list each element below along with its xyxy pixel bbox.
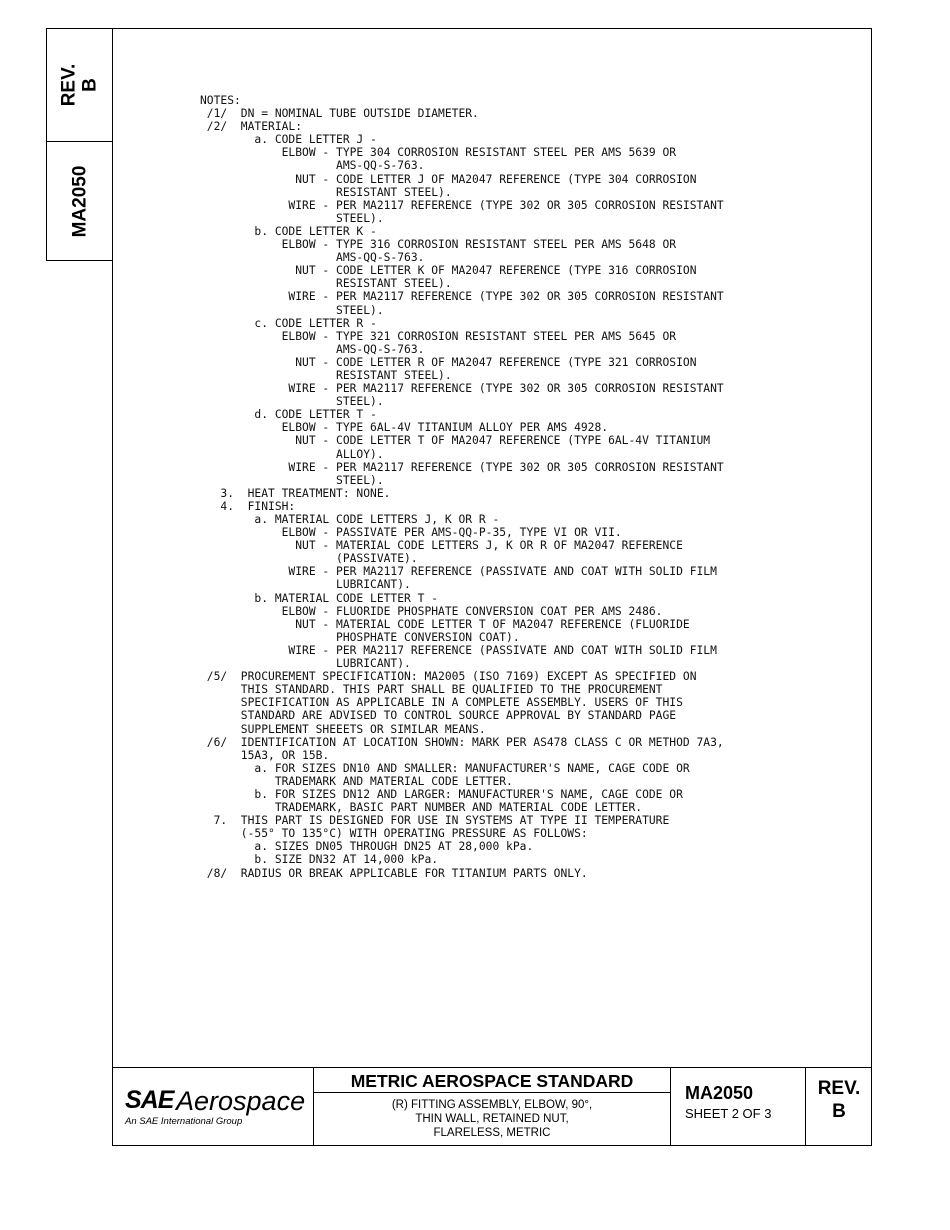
doc-number: MA2050 — [685, 1083, 754, 1103]
logo-subtitle: An SAE International Group — [125, 1116, 243, 1127]
sae-logo: SAE — [125, 1086, 174, 1114]
side-doc-number-box — [46, 141, 113, 261]
part-description: (R) FITTING ASSEMBLY, ELBOW, 90°, THIN WALL, RETAINED NUT, FLARELESS, METRIC — [391, 1099, 593, 1139]
title-block-number — [671, 1067, 806, 1146]
title-block-logo — [112, 1067, 314, 1146]
sheet-number: SHEET 2 OF 3 — [685, 1106, 772, 1121]
side-doc-number: MA2050 — [69, 165, 91, 237]
aerospace-wordmark: Aerospace — [176, 1086, 306, 1116]
title-block-rev — [806, 1067, 872, 1146]
rev-label: REV. — [817, 1078, 861, 1099]
side-rev-label: REV. — [58, 63, 80, 107]
side-rev-value: B — [79, 78, 101, 92]
rev-value: B — [832, 1101, 846, 1122]
notes-body: NOTES: /1/ DN = NOMINAL TUBE OUTSIDE DIAMETER. /2/ MATERIAL: a. CODE LETTER J - ELBOW - TYPE 304 CORROSION RESISTANT STEEL PER AMS 5639 OR AMS-QQ-S-763. NUT - CODE LETTER J OF MA2047 REFERENCE (TYPE 304 CORROSION RESISTANT STEEL). WIRE - PER MA2117 REFERENCE (TYPE 302 OR 305 CORROSION RESISTANT STEEL). b. CODE LETTER K - ELBOW - TYPE 316 CORROSION RESISTANT STEEL PER AMS 5648 OR AMS-QQ-S-763. NUT - CODE LETTER K OF MA2047 REFERENCE (TYPE 316 CORROSION RESISTANT STEEL). WIRE - PER MA2117 REFERENCE (TYPE 302 OR 305 CORROSION RESISTANT STEEL). c. CODE LETTER R - ELBOW - TYPE 321 CORROSION RESISTANT STEEL PER AMS 5645 OR AMS-QQ-S-763. NUT - CODE LETTER R OF MA2047 REFERENCE (TYPE 321 CORROSION RESISTANT STEEL). WIRE - PER MA2117 REFERENCE (TYPE 302 OR 305 CORROSION RESISTANT STEEL). d. CODE LETTER T - ELBOW - TYPE 6AL-4V TITANIUM ALLOY PER AMS 4928. NUT - CODE LETTER T OF MA2047 REFERENCE (TYPE 6AL-4V TITANIUM ALLOY). WIRE - PER MA2117 REFERENCE (TYPE 302 OR 305 CORROSION RESISTANT STEEL). 3. HEAT TREATMENT: NONE. 4. FINISH: a. MATERIAL CODE LETTERS J, K OR R - ELBOW - PASSIVATE PER AMS-QQ-P-35, TYPE VI OR VII. NUT - MATERIAL CODE LETTERS J, K OR R OF MA2047 REFERENCE (PASSIVATE). WIRE - PER MA2117 REFERENCE (PASSIVATE AND COAT WITH SOLID FILM LUBRICANT). b. MATERIAL CODE LETTER T - ELBOW - FLUORIDE PHOSPHATE CONVERSION COAT PER AMS 2486. NUT - MATERIAL CODE LETTER T OF MA2047 REFERENCE (FLUORIDE PHOSPHATE CONVERSION COAT). WIRE - PER MA2117 REFERENCE (PASSIVATE AND COAT WITH SOLID FILM LUBRICANT). /5/ PROCUREMENT SPECIFICATION: MA2005 (ISO 7169) EXCEPT AS SPECIFIED ON THIS STANDARD. THIS PART SHALL BE QUALIFIED TO THE PROCUREMENT SPECIFICATION AS APPLICABLE IN A COMPLETE ASSEMBLY. USERS OF THIS STANDARD ARE ADVISED TO CONTROL SOURCE APPROVAL BY STANDARD PAGE SUPPLEMENT SHEEETS OR SIMILAR MEANS. /6/ IDENTIFICATION AT LOCATION SHOWN: MARK PER AS478 CLASS C OR METHOD 7A3, 15A3, OR 15B. a. FOR SIZES DN10 AND SMALLER: MANUFACTURER'S NAME, CAGE CODE OR TRADEMARK AND MATERIAL CODE LETTER. b. FOR SIZES DN12 AND LARGER: MANUFACTURER'S NAME, CAGE CODE OR TRADEMARK, BASIC PART NUMBER AND MATERIAL CODE LETTER. 7. THIS PART IS DESIGNED FOR USE IN SYSTEMS AT TYPE II TEMPERATURE (-55° TO 135°C) WITH OPERATING PRESSURE AS FOLLOWS: a. SIZES DN05 THROUGH DN25 AT 28,000 kPa. b. SIZE DN32 AT 14,000 kPa. /8/ RADIUS OR BREAK APPLICABLE FOR TITANIUM PARTS ONLY. — [200, 94, 724, 880]
side-rev-box — [46, 28, 113, 142]
title-block-title — [314, 1067, 671, 1146]
standard-heading: METRIC AEROSPACE STANDARD — [314, 1068, 670, 1093]
